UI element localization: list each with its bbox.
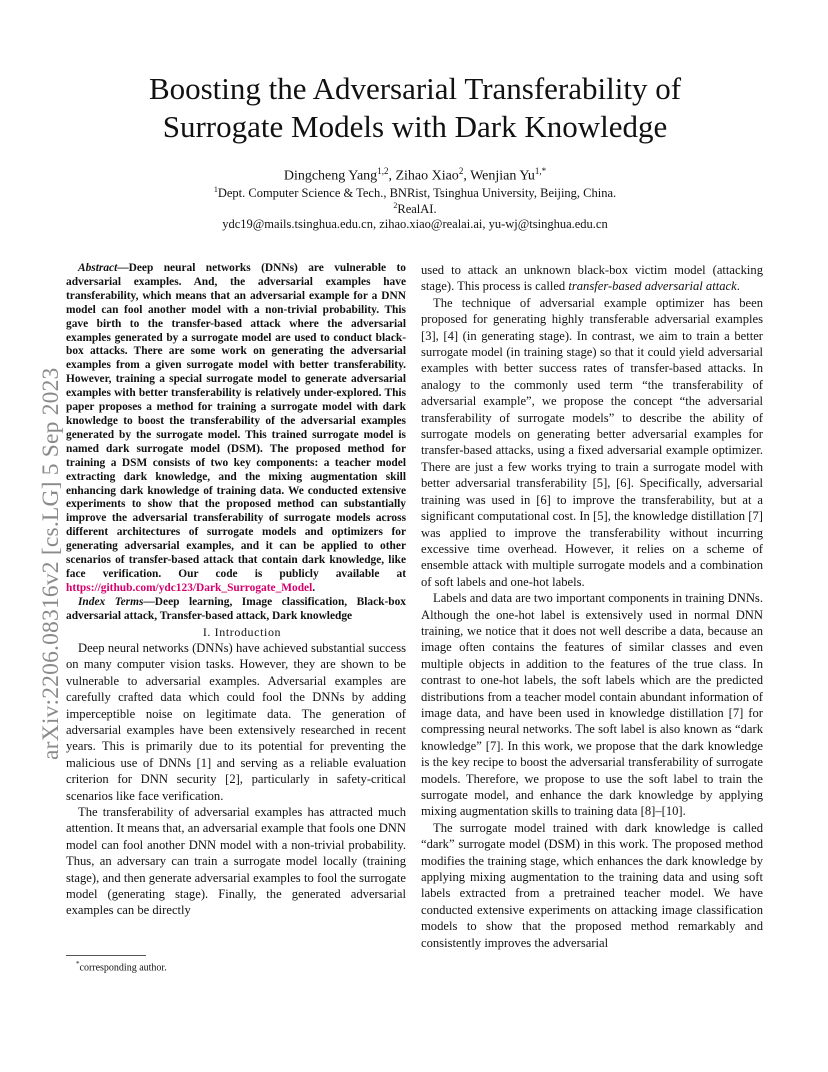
abstract: Abstract—Deep neural networks (DNNs) are vulnerable to adversarial examples. And, the adversarial examples have transferability, which means that an adversarial example for a DNN model can fool another model with a non-trivial probability. This gave birth to the transfer-based attack where the adversarial examples generated by a surrogate model are used to conduct black-box attacks. There are some work on generating the adversarial examples from a given surrogate model with better transferability. However, training a special surrogate model to generate adversarial examples with better transferability is relatively under-explored. This paper proposes a method for training a surrogate model with dark knowledge to boost the transferability of the adversarial examples generated by the surrogate model. This trained surrogate model is named dark surrogate model (DSM). The proposed method for training a DSM consists of two key components: a teacher model extracting dark knowledge, and the mixing augmentation skill enhancing dark knowledge of training data. We conducted extensive experiments to show that the proposed method can substantially improve the adversarial transferability of surrogate models across different architectures of surrogate models and optimizers for generating adversarial examples, and it can be applied to other scenarios of transfer-based attack that contain dark knowledge, like face verification. Our code is publicly available at https://github.com/ydc123/Dark_Surrogate_Model. [66,262,406,594]
paragraph-text: . [736,279,740,294]
intro-paragraph [421,262,763,295]
index-terms-body: —Deep learning, Image classification, Black-box adversarial attack, Transfer-based attack, Dark knowledge [66,595,406,622]
abstract-body: —Deep neural networks (DNNs) are vulnerable to adversarial examples. And, the adversarial examples have transferability, which means that an adversarial example for a DNN model can fool another model with a non-trivial probability. This gave birth to the transfer-based attack where the adversarial examples generated by a surrogate model are used to conduct black-box attacks. There are some work on generating the adversarial examples from a given surrogate model with better transferability. However, training a special surrogate model to generate adversarial examples with better transferability is relatively under-explored. This paper proposes a method for training a surrogate model with dark knowledge to boost the transferability of the adversarial examples generated by the surrogate model. This trained surrogate model is named dark surrogate model (DSM). The proposed method for training a DSM consists of two key components: a teacher model extracting dark knowledge, and the mixing augmentation skill enhancing dark knowledge of training data. We conducted extensive experiments to show that the proposed method can substantially improve the adversarial transferability of surrogate models across different architectures of surrogate models and optimizers for generating adversarial examples, and it can be applied to other scenarios of transfer-based attack that contain dark knowledge, like face verification. Our code is publicly available at [66,262,406,580]
intro-paragraph: The surrogate model trained with dark knowledge is called “dark” surrogate model (DSM) in this work. The proposed method modifies the training stage, which enhances the dark knowledge by applying mixing augmentation to the training data and using soft labels extracted from a pretrained teacher model. We have conducted extensive experiments on attacking image classification models to show that the proposed method remarkably and consistently improves the adversarial [421,820,763,950]
author-name: Zihao Xiao [395,168,459,184]
index-terms [66,596,406,624]
right-column [421,262,763,951]
author-sup: 1,* [534,166,547,176]
intro-paragraph: The transferability of adversarial examples has attracted much attention. It means that, an adversarial example that fools one DNN model can fool another DNN model with a non-trivial probability. Thus, an adversary can train a surrogate model locally (training stage), and then generate adversarial examples to fool the surrogate model (generating stage). Finally, the generated adversarial examples can be directly [66,805,406,918]
intro-paragraph: Deep neural networks (DNNs) have achieved substantial success on many computer vision tasks. However, they are shown to be vulnerable to adversarial examples. Adversarial examples are carefully crafted data which could fool the DNNs by adding imperceptible noise on legitimate data. The generation of adversarial examples have been extensively researched in recent years. This is primarily due to its potential for preventing the malicious use of DNNs [1] and serving as a reliable evaluation criterion for DNN security [2], particularly in safety-critical scenarios like face verification. [66,640,406,803]
section-heading: I. Introduction [202,624,282,639]
author-name: Wenjian Yu [470,168,535,184]
affil-text: RealAI. [397,202,437,217]
code-link[interactable]: https://github.com/ydc123/Dark_Surrogate_Model [66,581,313,594]
left-column [66,262,406,919]
arxiv-stamp-text: arXiv:2206.08316v2 [cs.LG] 5 Sep 2023 [38,367,64,760]
footnote-rule [66,955,146,956]
title-line-1: Boosting the Adversarial Transferability of [148,71,682,106]
affil-text: Dept. Computer Science & Tech., BNRist, Tsinghua University, Beijing, China. [217,186,617,201]
affiliation-2 [70,197,760,218]
emphasis-term: transfer-based adversarial attack [568,279,737,294]
intro-paragraph: The technique of adversarial example optimizer has been proposed for generating highly transferable adversarial examples [3], [4] (in generating stage). In contrast, we aim to train a better surrogate model (in training stage) so that it could yield adversarial examples with better success rates of transfer-based attacks. In analogy to the commonly used term “the transferability of adversarial example”, we propose the concept “the adversarial transferability of surrogate models” to describe the ability of surrogate models on generating better adversarial examples for transfer-based attacks, using a fixed adversarial example optimizer. There are just a few works trying to train a surrogate model with better adversarial transferability [5], [6]. Specifically, adversarial training was used in [6] to improve the transferability, but at a significant computational cost. In [5], the knowledge distillation [7] was applied to improve the transferability without incurring excessive time overhead. However, it relies on a scheme of ensemble attack with multiple surrogate models and a combination of soft labels and one-hot labels. [421,295,763,589]
index-terms-lead: Index Terms [78,595,144,608]
author-sup: 2 [458,166,464,176]
intro-paragraph: Labels and data are two important components in training DNNs. Although the one-hot label is extensively used in normal DNN training, we notice that it does not well describe a data, because an image often contains the features of similar classes and even multiple objects in addition to the features of the true class. In contrast to one-hot labels, the soft labels which are the predicted distributions from a teacher model contain abundant information of image data, and have been used in knowledge distillation [7] for compressing neural networks. The soft label is also known as “dark knowledge” [7]. In this work, we propose that the dark knowledge is the key recipe to boost the adversarial transferability of surrogate models. Therefore, we propose to use the soft label to train the surrogate model, and enhance the dark knowledge by applying mixing augmentation skills to training data [8]–[10]. [421,591,763,819]
footnote-sup: * [76,960,80,968]
author-sup: 1,2 [377,166,389,176]
affil-sup: 2 [393,201,398,210]
author-name: Dingcheng Yang [283,168,378,184]
author-emails: ydc19@mails.tsinghua.edu.cn, zihao.xiao@realai.ai, yu-wj@tsinghua.edu.cn [222,217,608,231]
abstract-lead: Abstract [78,262,118,274]
footnote-text: corresponding author. [79,962,167,974]
paragraph-text: used to attack an unknown black-box victim model (attacking stage). This process is called [421,263,763,294]
arxiv-stamp [18,300,64,760]
author-list: Dingcheng Yang$^{1,2}$, Zihao Xiao$^2$, Wenjian $Yu^{1,*}$ [283,166,547,184]
footnote [76,960,167,973]
paper-title [70,70,760,146]
affil-sup: 1 [213,185,218,194]
title-line-2: Surrogate Models with Dark Knowledge [162,109,668,144]
